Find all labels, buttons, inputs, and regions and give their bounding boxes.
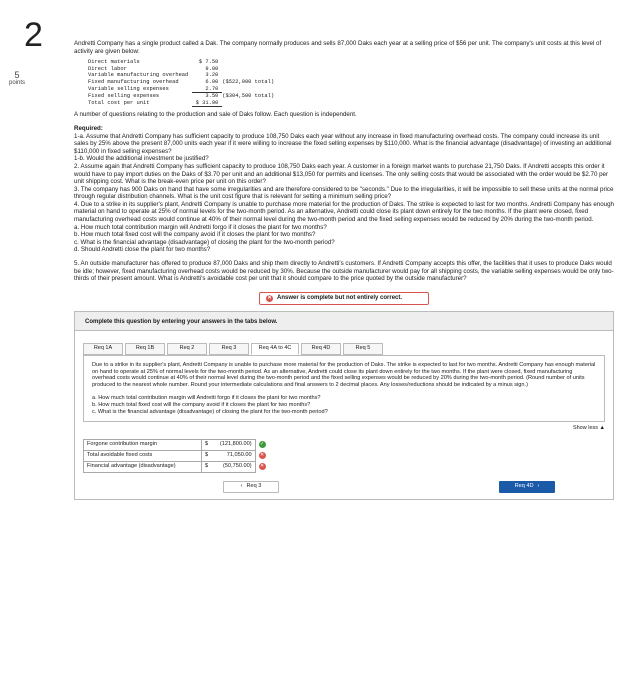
cost-value: $ 31.90 — [192, 100, 222, 107]
answer-currency: $ — [202, 439, 212, 450]
required-5: 5. An outside manufacturer has offered to produce 87,000 Daks and ship them directly to Andretti's customers. If Andretti Company accepts this offer, the facilities that it uses to produce Daks would be idle; however, fixed manufacturing overhead costs would be reduced by 30%. Because the outside manufacturer would pay for all shipping costs, the variable selling expenses would be only two-thirds of their present amount. What is Andretti's avoidable cost per unit that it should compare to the price quoted by the outside manufacturer? — [74, 260, 614, 283]
cost-label: Direct labor — [88, 65, 127, 72]
instructions-box: Complete this question by entering your answers in the tabs below. — [74, 311, 614, 331]
cost-value: 2.70 — [205, 85, 219, 92]
required-1a: 1-a. Assume that Andretti Company has sufficient capacity to produce 108,750 Daks each year without any increase in fixed manufacturing overhead costs. The company could increase its unit sales by 25% above the present 87,000 units each year if it were willing to increase the fixed selling expenses by $110,000. What is the financial advantage (disadvantage) of investing an additional $110,000 in fixed selling expenses? — [74, 132, 612, 155]
show-less-link[interactable]: Show less ▲ — [572, 425, 605, 432]
cost-value: $ 7.50 — [198, 59, 219, 66]
required-4c: c. What is the financial advantage (disadvantage) of closing the plant for the two-month period? — [74, 238, 335, 246]
cost-row — [88, 72, 278, 79]
required-4d: d. Should Andretti close the plant for two months? — [74, 246, 211, 254]
answer-label: Forgone contribution margin — [84, 439, 202, 450]
cost-value: 9.00 — [205, 65, 219, 72]
avoidable-fixed-costs-input[interactable]: 71,050.00 — [211, 450, 255, 461]
answer-status-banner — [259, 292, 429, 305]
answer-row — [84, 450, 270, 461]
cost-total-row — [88, 100, 278, 107]
answer-label: Total avoidable fixed costs — [84, 450, 202, 461]
cost-label: Fixed manufacturing overhead — [88, 78, 179, 85]
answer-label: Financial advantage (disadvantage) — [84, 461, 202, 472]
required-1b: 1-b. Would the additional investment be justified? — [74, 155, 209, 163]
independent-note: A number of questions relating to the production and sale of Daks follow. Each question is independent. — [74, 111, 357, 119]
points-indicator — [6, 70, 28, 87]
answer-currency: $ — [202, 450, 212, 461]
x-circle-icon: ✕ — [260, 463, 265, 470]
unit-cost-table — [88, 59, 278, 107]
tab-req-1a[interactable]: Req 1A — [83, 343, 123, 355]
cost-note — [222, 100, 278, 107]
points-value: 5 — [14, 70, 20, 80]
required-3: 3. The company has 900 Daks on hand that have some irregularities and are therefore considered to be "seconds." Due to the irregularities, it will be impossible to sell these units at the normal price through regular distribution channels. What is the unit cost figure that is relevant for setting a minimum selling price? — [74, 185, 614, 201]
tab-question-b: b. How much total fixed cost will the company avoid if it closes the plant for two months? — [92, 401, 311, 408]
cost-note — [222, 66, 278, 73]
question-content — [74, 40, 614, 500]
tab-bar — [83, 343, 605, 355]
answer-panel — [74, 331, 614, 500]
tab-description: Due to a strike in its supplier's plant, Andretti Company is unable to purchase more material for the production of Daks. The strike is expected to last for two months. Andretti Company has enough material on hand to operate at 25% of normal levels for the two-month period. As an alternative, Andretti could close its plant down entirely for the two months. If the plant were closed, fixed manufacturing overhead costs would continue at 40% of their normal level during the two-month period and the fixed selling expenses would be reduced by 20% during the two-month period. (Round number of units produced to the nearest whole number. Round your intermediate calculations and final answers to 2 decimal places. Any losses/reductions should be indicated by a minus sign.) — [92, 361, 596, 389]
tab-req-5[interactable]: Req 5 — [343, 343, 383, 355]
cost-label: Total cost per unit — [88, 100, 150, 106]
cost-note — [222, 72, 278, 79]
answer-currency: $ — [202, 461, 212, 472]
next-tab-button[interactable] — [499, 481, 555, 493]
tab-req-4d[interactable]: Req 4D — [301, 343, 341, 355]
financial-advantage-input[interactable]: (50,750.00) — [211, 461, 255, 472]
cost-row — [88, 79, 278, 86]
tab-content — [83, 355, 605, 423]
next-tab-label: Req 4D — [514, 483, 534, 490]
prev-tab-button[interactable] — [223, 481, 279, 493]
chevron-left-icon: ‹ — [240, 483, 243, 490]
cost-row — [88, 86, 278, 93]
cost-label: Direct materials — [88, 59, 140, 66]
x-circle-icon: ✕ — [260, 452, 265, 459]
chevron-right-icon: › — [537, 483, 540, 490]
cost-value: 3.50 — [192, 93, 222, 100]
tab-question-a: a. How much total contribution margin will Andretti forgo if it closes the plant for two months? — [92, 395, 321, 401]
forgone-cm-input[interactable]: (121,800.00) — [211, 439, 255, 450]
cost-note: ($522,000 total) — [222, 78, 275, 85]
required-4a: a. How much total contribution margin will Andretti forgo if it closes the plant for two months? — [74, 223, 327, 231]
tab-req-4a-to-4c[interactable]: Req 4A to 4C — [251, 343, 299, 355]
cost-label: Variable selling expenses — [88, 85, 169, 92]
problem-intro: Andretti Company has a single product called a Dak. The company normally produces and sells 87,000 Daks each year at a selling price of $56 per unit. The company's unit costs at this level of activity are given below: — [74, 40, 602, 55]
cost-row — [88, 93, 278, 100]
check-circle-icon: ✓ — [260, 441, 265, 448]
cost-label: Variable manufacturing overhead — [88, 72, 189, 79]
cost-value: 6.00 — [205, 78, 219, 85]
tab-req-1b[interactable]: Req 1B — [125, 343, 165, 355]
points-label: points — [8, 80, 25, 86]
cost-row — [88, 66, 278, 73]
question-number: 2 — [24, 16, 43, 54]
required-4b: b. How much total fixed cost will the company avoid if it closes the plant for two months? — [74, 231, 316, 239]
required-2: 2. Assume again that Andretti Company has sufficient capacity to produce 108,750 Daks each year. A customer in a foreign market wants to purchase 21,750 Daks. If Andretti accepts this order it would have to pay import duties on the Daks of $3.70 per unit and an additional $13,050 for permits and licenses. The only selling costs that would be associated with the order would be $2.70 per unit shipping cost. What is the break-even price per unit on this order? — [74, 162, 609, 186]
tab-navigation — [83, 481, 605, 493]
answer-table — [83, 439, 270, 473]
tab-question-c: c. What is the financial advantage (disadvantage) of closing the plant for the two-month period? — [92, 408, 328, 415]
cost-note: ($304,500 total) — [222, 92, 275, 99]
required-heading: Required: — [74, 124, 103, 132]
tab-req-2[interactable]: Req 2 — [167, 343, 207, 355]
tab-req-3[interactable]: Req 3 — [209, 343, 249, 355]
cost-row — [88, 59, 278, 66]
answer-status-text: Answer is complete but not entirely correct. — [277, 294, 403, 301]
x-circle-icon: ✕ — [267, 294, 272, 301]
prev-tab-label: Req 3 — [246, 483, 262, 490]
cost-note — [222, 59, 278, 66]
cost-note — [222, 86, 278, 93]
cost-value: 3.20 — [205, 72, 219, 79]
required-4: 4. Due to a strike in its supplier's plant, Andretti Company is unable to purchase more material for the production of Daks. The strike is expected to last for two months. Andretti Company has enough material on hand to operate at 25% of normal levels for the two-month period. As an alternative, Andretti could close its plant down entirely for the two months. If the plant were closed, fixed manufacturing overhead costs would continue at 40% of their normal level during the two-month period and the fixed selling expenses would be reduced by 20% during the two-month period. — [74, 200, 614, 224]
answer-row — [84, 439, 270, 450]
answer-row — [84, 461, 270, 472]
cost-label: Fixed selling expenses — [88, 92, 160, 99]
